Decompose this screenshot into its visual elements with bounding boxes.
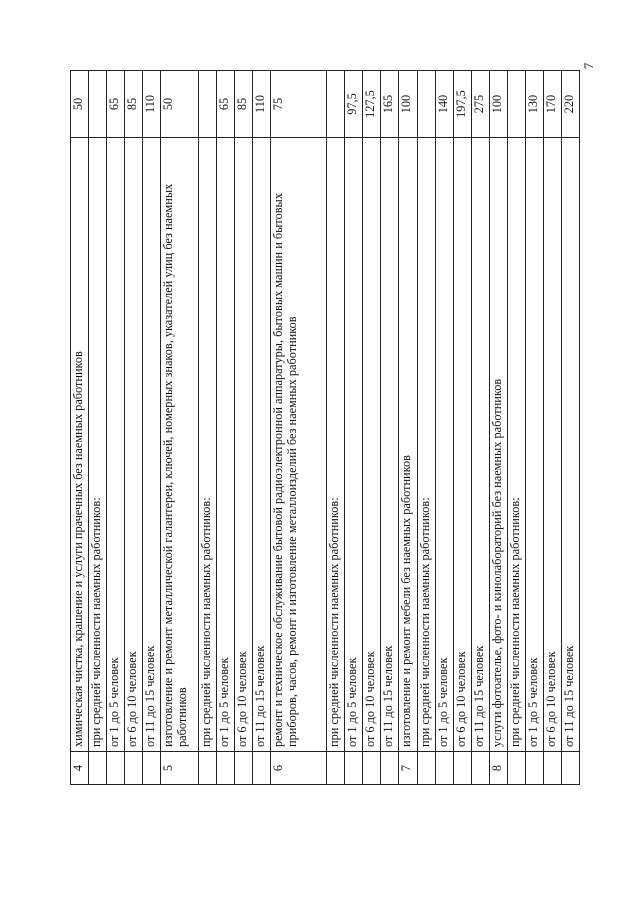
table-row bbox=[107, 71, 125, 785]
activity-description: от 1 до 5 человек bbox=[107, 138, 125, 752]
activity-description: от 6 до 10 человек bbox=[234, 138, 252, 752]
table-row bbox=[89, 71, 107, 785]
activity-description: от 6 до 10 человек bbox=[125, 138, 143, 752]
item-number bbox=[234, 752, 252, 785]
activity-description: от 6 до 10 человек bbox=[543, 138, 561, 752]
table-row bbox=[435, 71, 453, 785]
item-number bbox=[89, 752, 107, 785]
activity-description: услуги фотоателье, фото- и кинолабораторий без наемных работников bbox=[489, 138, 507, 752]
activity-description: химическая чистка, крашение и услуги прачечных без наемных работников bbox=[71, 138, 89, 752]
coefficient-value: 97,5 bbox=[345, 71, 363, 138]
activity-description: от 1 до 5 человек bbox=[216, 138, 234, 752]
coefficient-value bbox=[327, 71, 345, 138]
table-row bbox=[270, 71, 327, 785]
activity-description: при средней численности наемных работников: bbox=[89, 138, 107, 752]
item-number bbox=[525, 752, 543, 785]
table-row bbox=[143, 71, 161, 785]
coefficient-value: 110 bbox=[252, 71, 270, 138]
coefficient-value bbox=[507, 71, 525, 138]
coefficient-value: 100 bbox=[489, 71, 507, 138]
table-row bbox=[161, 71, 198, 785]
item-number: 5 bbox=[161, 752, 198, 785]
page-number: 7 bbox=[581, 62, 596, 70]
activity-description: от 6 до 10 человек bbox=[453, 138, 471, 752]
coefficient-value: 65 bbox=[216, 71, 234, 138]
item-number: 8 bbox=[489, 752, 507, 785]
activity-description: ремонт и техническое обслуживание бытовой радиоэлектронной аппаратуры, бытовых машин и бытовых приборов, часов, ремонт и изготовление металлоизделий без наемных работников bbox=[270, 138, 327, 752]
activity-description: от 1 до 5 человек bbox=[345, 138, 363, 752]
table-row bbox=[507, 71, 525, 785]
coefficient-value: 100 bbox=[399, 71, 417, 138]
activity-description: от 6 до 10 человек bbox=[363, 138, 381, 752]
coefficient-value: 85 bbox=[125, 71, 143, 138]
item-number bbox=[327, 752, 345, 785]
activity-description: при средней численности наемных работников: bbox=[417, 138, 435, 752]
item-number bbox=[125, 752, 143, 785]
item-number bbox=[216, 752, 234, 785]
coefficient-value: 65 bbox=[107, 71, 125, 138]
activity-description: от 11 до 15 человек bbox=[381, 138, 399, 752]
table-row bbox=[489, 71, 507, 785]
item-number bbox=[252, 752, 270, 785]
table-row bbox=[417, 71, 435, 785]
coefficient-value: 165 bbox=[381, 71, 399, 138]
item-number: 6 bbox=[270, 752, 327, 785]
table-row bbox=[471, 71, 489, 785]
item-number: 7 bbox=[399, 752, 417, 785]
coefficient-value: 110 bbox=[143, 71, 161, 138]
item-number bbox=[561, 752, 579, 785]
activity-description: от 11 до 15 человек bbox=[471, 138, 489, 752]
table-row bbox=[234, 71, 252, 785]
activity-description: изготовление и ремонт металлической галантереи, ключей, номерных знаков, указателей улиц без наемных работников bbox=[161, 138, 198, 752]
table-row bbox=[345, 71, 363, 785]
coefficient-value: 275 bbox=[471, 71, 489, 138]
coefficient-value bbox=[89, 71, 107, 138]
item-number bbox=[417, 752, 435, 785]
item-number bbox=[453, 752, 471, 785]
activity-description: при средней численности наемных работников: bbox=[198, 138, 216, 752]
activity-description: изготовление и ремонт мебели без наемных работников bbox=[399, 138, 417, 752]
table-row bbox=[381, 71, 399, 785]
table-row bbox=[198, 71, 216, 785]
table-row bbox=[543, 71, 561, 785]
item-number bbox=[543, 752, 561, 785]
activity-description: от 11 до 15 человек bbox=[143, 138, 161, 752]
table-row bbox=[363, 71, 381, 785]
table-row bbox=[327, 71, 345, 785]
rotated-table-container bbox=[70, 70, 580, 785]
coefficient-value: 170 bbox=[543, 71, 561, 138]
coefficient-value: 220 bbox=[561, 71, 579, 138]
item-number bbox=[435, 752, 453, 785]
coefficient-value: 197,5 bbox=[453, 71, 471, 138]
item-number bbox=[143, 752, 161, 785]
activity-description: от 1 до 5 человек bbox=[525, 138, 543, 752]
item-number bbox=[107, 752, 125, 785]
table-row bbox=[525, 71, 543, 785]
coefficient-value: 127,5 bbox=[363, 71, 381, 138]
table-row bbox=[399, 71, 417, 785]
table-row bbox=[453, 71, 471, 785]
item-number bbox=[198, 752, 216, 785]
coefficient-value bbox=[198, 71, 216, 138]
table-row bbox=[125, 71, 143, 785]
activity-description: от 11 до 15 человек bbox=[252, 138, 270, 752]
activity-description: при средней численности наемных работников: bbox=[327, 138, 345, 752]
tariff-table bbox=[70, 70, 580, 785]
table-row bbox=[71, 71, 89, 785]
coefficient-value: 85 bbox=[234, 71, 252, 138]
item-number bbox=[471, 752, 489, 785]
item-number bbox=[345, 752, 363, 785]
item-number bbox=[381, 752, 399, 785]
coefficient-value: 75 bbox=[270, 71, 327, 138]
item-number: 4 bbox=[71, 752, 89, 785]
table-row bbox=[252, 71, 270, 785]
table-row bbox=[561, 71, 579, 785]
activity-description: от 11 до 15 человек bbox=[561, 138, 579, 752]
item-number bbox=[507, 752, 525, 785]
coefficient-value: 130 bbox=[525, 71, 543, 138]
activity-description: при средней численности наемных работников: bbox=[507, 138, 525, 752]
coefficient-value: 140 bbox=[435, 71, 453, 138]
table-row bbox=[216, 71, 234, 785]
item-number bbox=[363, 752, 381, 785]
coefficient-value bbox=[417, 71, 435, 138]
coefficient-value: 50 bbox=[71, 71, 89, 138]
activity-description: от 1 до 5 человек bbox=[435, 138, 453, 752]
coefficient-value: 50 bbox=[161, 71, 198, 138]
